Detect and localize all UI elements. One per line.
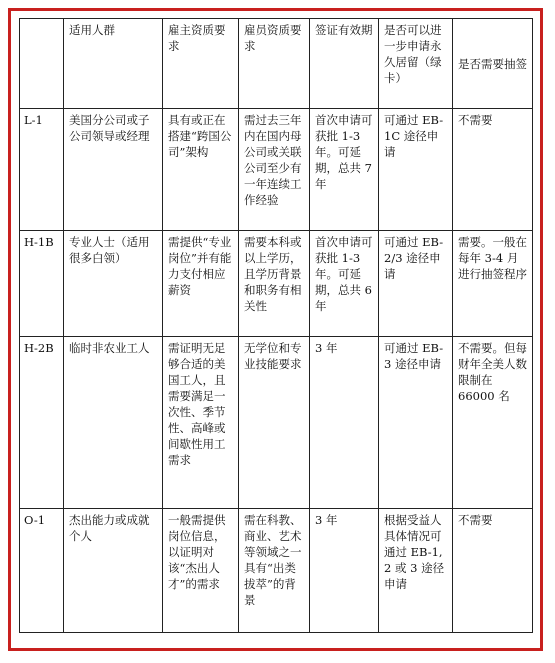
employer-cell: 具有或正在搭建“跨国公司”架构 xyxy=(163,109,239,231)
visa-code-cell: H-1B xyxy=(20,231,64,337)
lottery-cell: 需要。一般在每年 3-4 月进行抽签程序 xyxy=(453,231,533,337)
employee-cell: 需在科教、商业、艺术等领域之一具有“出类拔萃”的背景 xyxy=(239,509,310,633)
table-row xyxy=(20,231,533,337)
visa-code-cell: L-1 xyxy=(20,109,64,231)
employee-cell: 无学位和专业技能要求 xyxy=(239,337,310,509)
green-card-cell: 可通过 EB-2/3 途径申请 xyxy=(379,231,453,337)
visa-comparison-table xyxy=(19,18,533,633)
green-card-cell: 可通过 EB-3 途径申请 xyxy=(379,337,453,509)
validity-cell: 首次申请可获批 1-3 年。可延期，总共 7 年 xyxy=(310,109,379,231)
validity-cell: 首次申请可获批 1-3 年。可延期，总共 6 年 xyxy=(310,231,379,337)
validity-cell: 3 年 xyxy=(310,337,379,509)
employer-cell: 需证明无足够合适的美国工人，且需要满足一次性、季节性、高峰或间歇性用工需求 xyxy=(163,337,239,509)
group-cell: 杰出能力或成就个人 xyxy=(64,509,163,633)
table-row xyxy=(20,509,533,633)
header-cell-employee: 雇员资质要求 xyxy=(239,19,310,109)
lottery-cell: 不需要。但每财年全美人数限制在 66000 名 xyxy=(453,337,533,509)
green-card-cell: 可通过 EB-1C 途径申请 xyxy=(379,109,453,231)
table-row xyxy=(20,337,533,509)
group-cell: 美国分公司或子公司领导或经理 xyxy=(64,109,163,231)
header-cell-group: 适用人群 xyxy=(64,19,163,109)
header-cell-validity: 签证有效期 xyxy=(310,19,379,109)
table-row xyxy=(20,109,533,231)
header-cell-lottery: 是否需要抽签 xyxy=(453,19,533,109)
employer-cell: 需提供“专业岗位”并有能力支付相应薪资 xyxy=(163,231,239,337)
header-cell-employer: 雇主资质要求 xyxy=(163,19,239,109)
lottery-cell: 不需要 xyxy=(453,509,533,633)
group-cell: 临时非农业工人 xyxy=(64,337,163,509)
header-cell-code xyxy=(20,19,64,109)
header-row xyxy=(20,19,533,109)
validity-cell: 3 年 xyxy=(310,509,379,633)
visa-code-cell: O-1 xyxy=(20,509,64,633)
header-cell-green-card: 是否可以进一步申请永久居留（绿卡） xyxy=(379,19,453,109)
group-cell: 专业人士（适用很多白领） xyxy=(64,231,163,337)
employer-cell: 一般需提供岗位信息，以证明对该“杰出人才”的需求 xyxy=(163,509,239,633)
green-card-cell: 根据受益人具体情况可通过 EB-1, 2 或 3 途径申请 xyxy=(379,509,453,633)
visa-code-cell: H-2B xyxy=(20,337,64,509)
lottery-cell: 不需要 xyxy=(453,109,533,231)
employee-cell: 需要本科或以上学历，且学历背景和职务有相关性 xyxy=(239,231,310,337)
employee-cell: 需过去三年内在国内母公司或关联公司至少有一年连续工作经验 xyxy=(239,109,310,231)
